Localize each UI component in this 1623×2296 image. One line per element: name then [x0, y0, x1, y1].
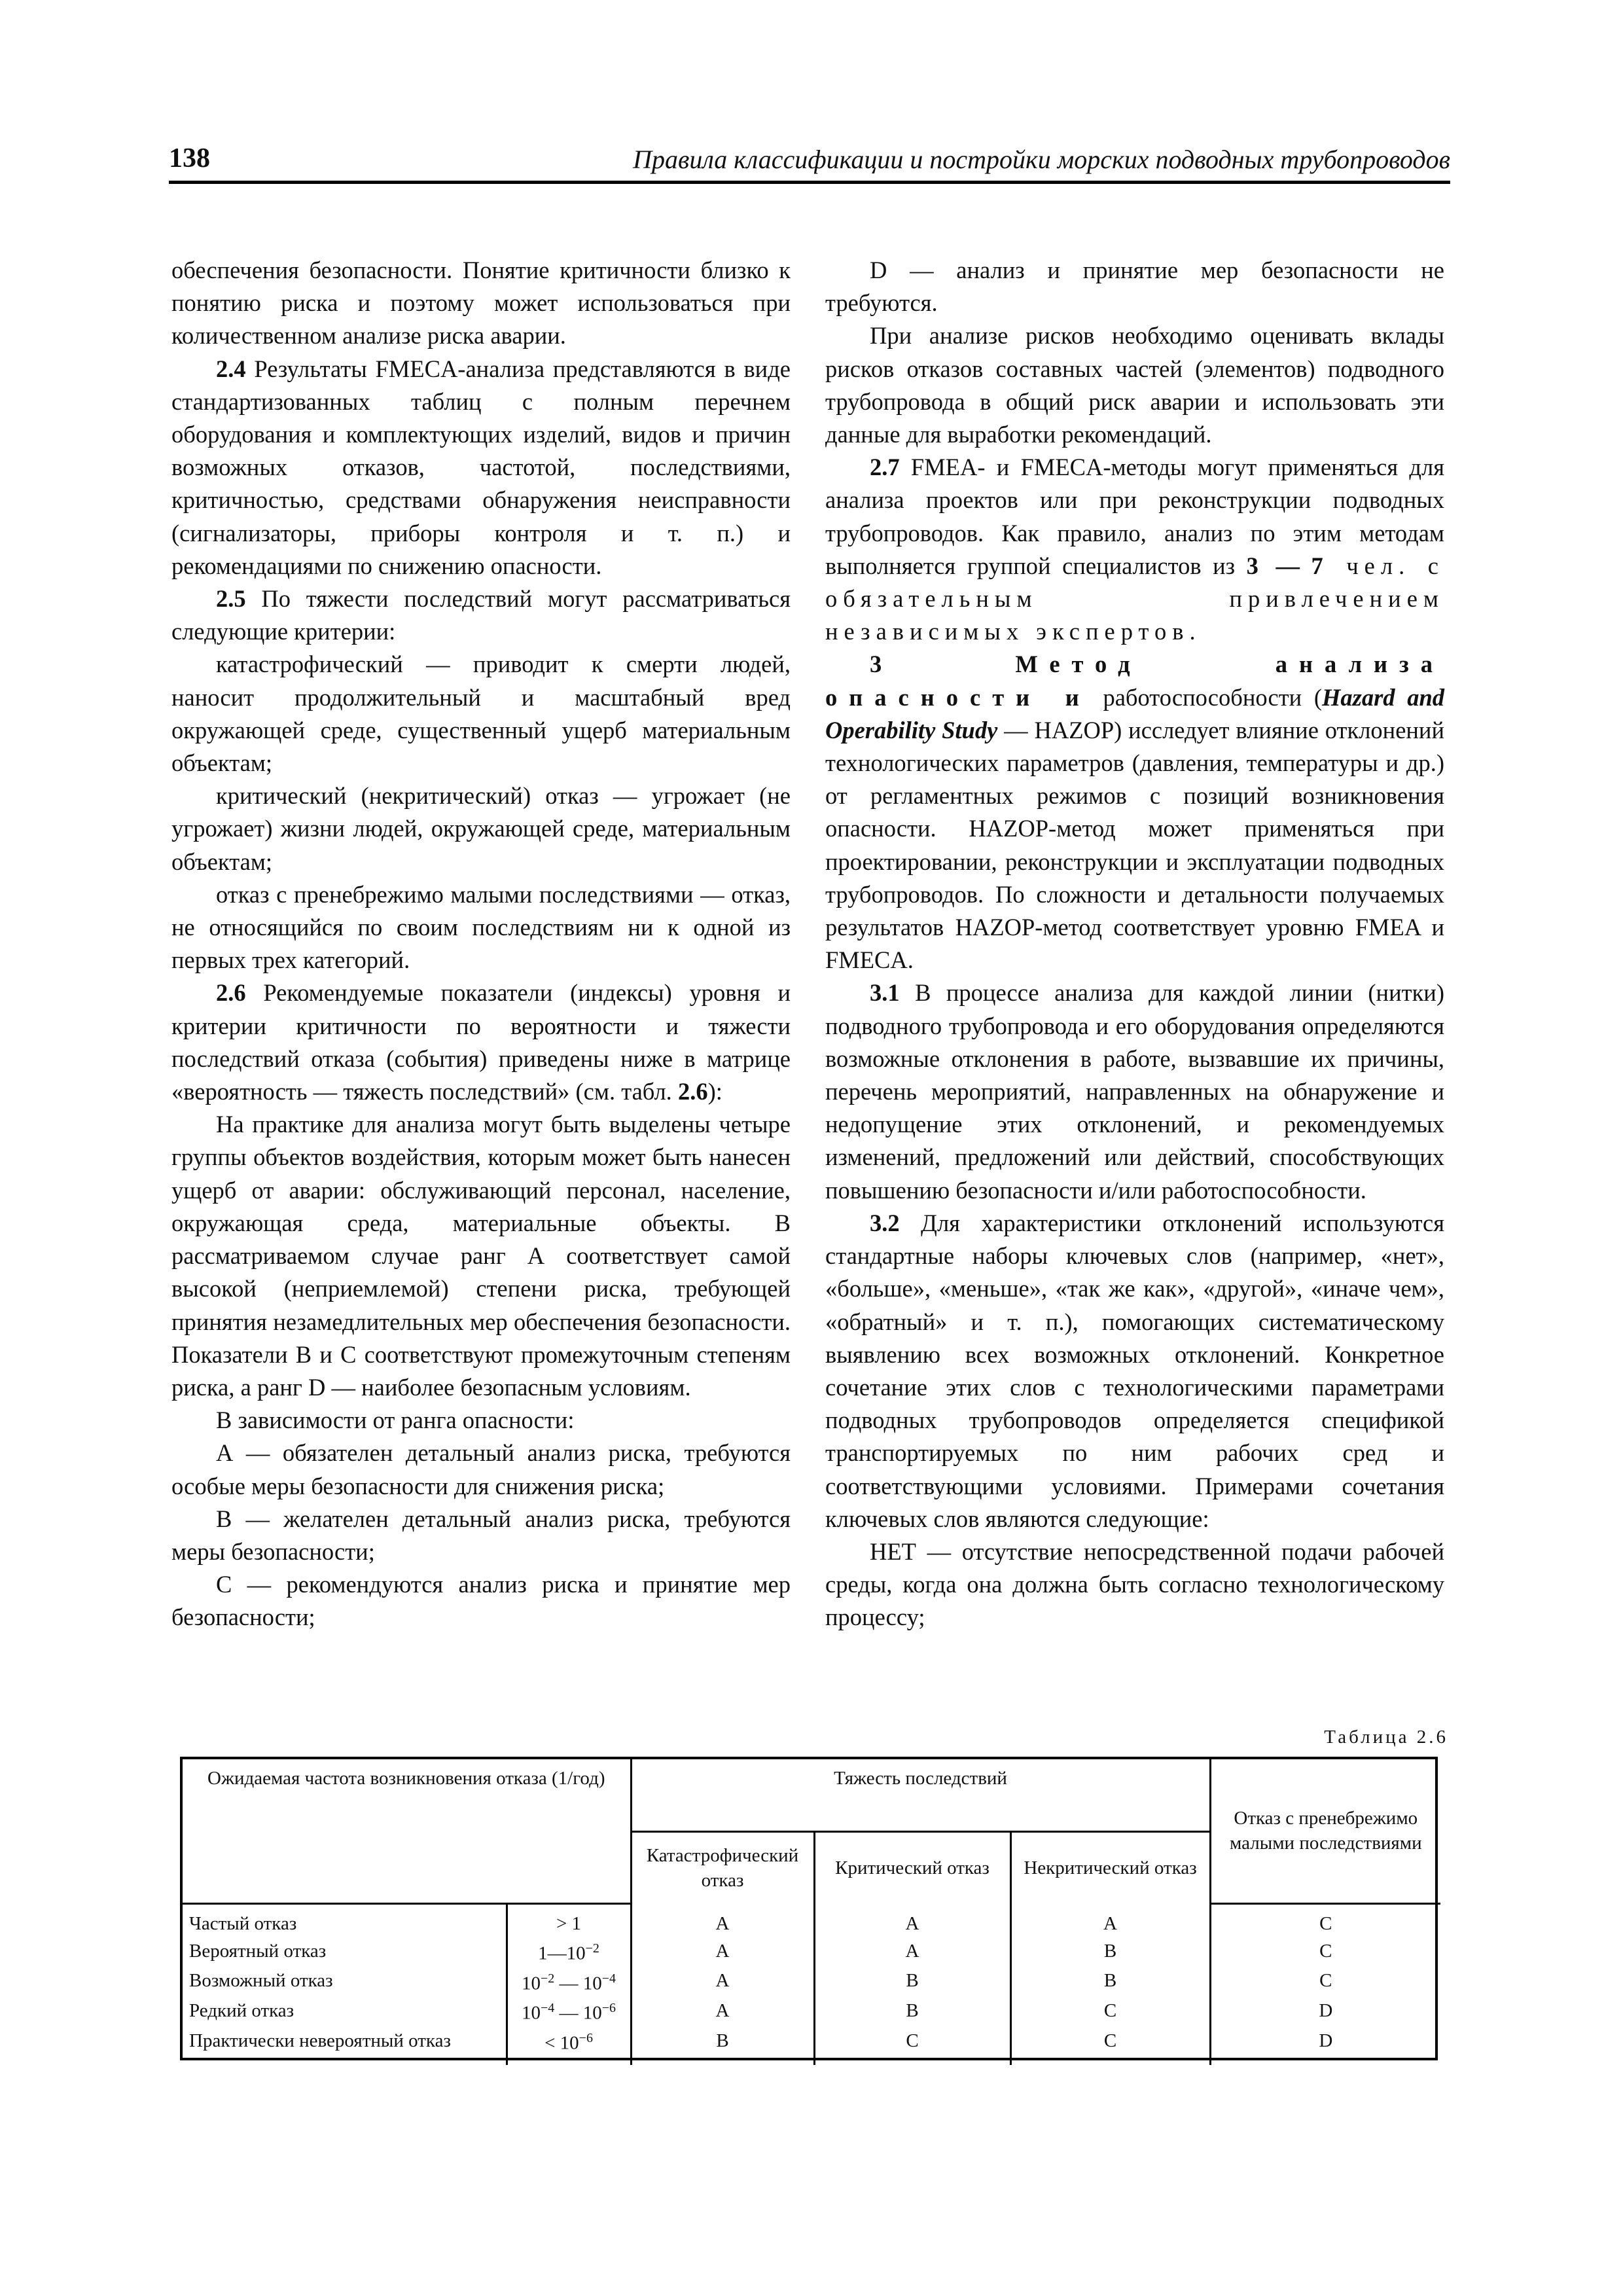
critical-header: Критический отказ	[814, 1831, 1010, 1903]
dash: —	[1264, 552, 1311, 579]
paragraph: В зависимости от ранга опасности:	[216, 1407, 575, 1434]
table-row	[183, 2026, 1440, 2056]
paragraph-text: работоспособности (	[1090, 683, 1322, 711]
frequency-value: $1—10^{-2}$	[507, 1936, 631, 1966]
table-cell: C	[814, 2026, 1010, 2056]
table-cell: B	[631, 2026, 814, 2056]
frequency-header: Ожидаемая частота возникновения отказа (1/год)	[183, 1759, 631, 1903]
paragraph: обеспечения безопасности. Понятие критичности близко к понятию риска и поэтому может использоваться при количественном анализе риска аварии.	[171, 257, 791, 350]
table-row	[183, 1966, 1440, 1996]
severity-header: Тяжесть последствий	[631, 1759, 1210, 1831]
group-size-min: 3	[1246, 552, 1264, 579]
paragraph	[171, 583, 791, 648]
paragraph: D — анализ и принятие мер безопасности не требуются.	[825, 257, 1444, 317]
frequency-value: > 1	[507, 1911, 631, 1936]
table-cell: C	[1010, 1996, 1210, 2026]
paragraph	[825, 1207, 1444, 1535]
paragraph-text: FMEA- и FMECA-методы могут применяться для анализа проектов или при реконструкции подводных трубопроводов. Как правило, анализ по этим методам выполняется группой специалистов из	[825, 454, 1444, 579]
row-label: Частый отказ	[183, 1911, 507, 1936]
row-label: Практически невероятный отказ	[183, 2026, 507, 2056]
table-caption: Таблица 2.6	[1324, 1727, 1448, 1748]
page-number: 138	[169, 143, 210, 173]
page-header	[169, 143, 1450, 184]
table-cell: B	[1010, 1936, 1210, 1966]
table-cell: C	[1319, 1913, 1332, 1934]
table-cell: A	[631, 1996, 814, 2026]
frequency-value: < $10^{-6}$	[507, 2026, 631, 2056]
catastrophic-header: Катастрофический отказ	[631, 1831, 814, 1903]
running-title: Правила классификации и постройки морских подводных трубопроводов	[633, 145, 1450, 174]
row-label: Редкий отказ	[183, 1996, 507, 2026]
paragraph-text: Рекомендуемые показатели (индексы) уровня и критерии критичности по вероятности и тяжести последствий отказа (события) приведены ниже в матрице «вероятность — тяжесть последствий» (см. табл.	[171, 979, 791, 1105]
paragraph: критический (некритический) отказ — угрожает (не угрожает) жизни людей, окружающей среде, материальным объектам;	[171, 782, 791, 875]
hazop-term: Hazard and Operability Study	[825, 683, 1444, 744]
table-cell: B	[814, 1966, 1010, 1996]
paragraph	[825, 977, 1444, 1206]
section-number: 2.5	[216, 585, 246, 613]
section-number: 2.6	[216, 979, 246, 1007]
section-number: 2.7	[870, 454, 900, 481]
paragraph-text: В процессе анализа для каждой линии (нитки) подводного трубопровода и его оборудования определяются возможные отклонения в работе, вызвавшие их причины, перечень мероприятий, направленных на обнаружение и недопущение этих отклонений, и рекомендуемых изменений, предложений или действий, способствующих повышению безопасности и/или работоспособности.	[825, 979, 1444, 1204]
paragraph	[171, 977, 791, 1108]
row-label: Возможный отказ	[183, 1966, 507, 1996]
section-number: 3.1	[870, 979, 900, 1007]
table-cell: A	[631, 1936, 814, 1966]
row-label: Вероятный отказ	[183, 1936, 507, 1966]
frequency-value: $10^{-2}$ — $10^{-4}$	[507, 1966, 631, 1996]
paragraph-text: — HAZOP) исследует влияние отклонений технологических параметров (давления, температуры и др.) от регламентных режимов с позиций возникновения опасности. HAZOP-метод может применяться при проектировании, реконструкции и эксплуатации подводных трубопроводов. По сложности и детальности получаемых результатов HAZOP-метод соответствует уровню FMEA и FMECA.	[825, 716, 1444, 974]
section-number: 3	[870, 651, 882, 678]
paragraph: На практике для анализа могут быть выделены четыре группы объектов воздействия, которым может быть нанесен ущерб от аварии: обслуживающий персонал, население, окружающая среда, материальные объекты. В рассматриваемом случае ранг А соответствует самой высокой (неприемлемой) степени риска, требующей принятия незамедлительных мер обеспечения безопасности. Показатели В и С соответствуют промежуточным степеням риска, а ранг D — наиболее безопасным условиям.	[171, 1111, 791, 1401]
paragraph: При анализе рисков необходимо оценивать вклады рисков отказов составных частей (элементов) подводного трубопровода в общий риск аварии и использовать эти данные для выработки рекомендаций.	[825, 322, 1444, 448]
risk-matrix-table	[180, 1757, 1438, 2060]
left-column	[171, 254, 791, 1634]
paragraph: катастрофический — приводит к смерти людей, наносит продолжительный и масштабный вред окружающей среде, существенный ущерб материальным объектам;	[171, 651, 791, 777]
paragraph	[171, 353, 791, 583]
section-number: 2.4	[216, 355, 246, 382]
section-number: 3.2	[870, 1209, 900, 1236]
table-cell: A	[814, 1911, 1010, 1936]
paragraph-text: ):	[707, 1078, 722, 1105]
table-cell: A	[631, 1911, 814, 1936]
paragraph	[825, 648, 1444, 977]
paragraph-text: По тяжести последствий могут рассматриваться следующие критерии:	[171, 585, 791, 645]
table-cell: D	[1319, 2030, 1333, 2051]
section-title: Метод анализа опасности и	[825, 651, 1444, 711]
table-reference: 2.6	[677, 1078, 708, 1105]
noncritical-header: Некритический отказ	[1010, 1831, 1210, 1903]
paragraph: отказ с пренебрежимо малыми последствиями — отказ, не относящийся по своим последствиям ни к одной из первых трех категорий.	[171, 880, 791, 974]
table-cell: C	[1319, 1940, 1332, 1962]
table-cell: A	[631, 1966, 814, 1996]
table-row	[183, 1936, 1440, 1966]
paragraph: С — рекомендуются анализ риска и принятие мер безопасности;	[171, 1571, 791, 1631]
paragraph-text: Для характеристики отклонений используются стандартные наборы ключевых слов (например, «нет», «больше», «меньше», «так же как», «другой», «иначе чем», «обратный» и т. п.), помогающих систематическому выявлению всех возможных отклонений. Конкретное сочетание этих слов с технологическими параметрами подводных трубопроводов определяется спецификой транспортируемых по ним рабочих сред и соответствующими условиями. Примерами сочетания ключевых слов являются следующие:	[825, 1209, 1444, 1532]
paragraph: А — обязателен детальный анализ риска, требуются особые меры безопасности для снижения риска;	[171, 1439, 791, 1499]
paragraph-text: Результаты FMECA-анализа представляются в виде стандартизованных таблиц с полным перечнем оборудования и комплектующих изделий, видов и причин возможных отказов, частотой, последствиями, критичностью, средствами обнаружения неисправности (сигнализаторы, приборы контроля и т. п.) и рекомендациями по снижению опасности.	[171, 355, 791, 579]
group-size-max: 7	[1311, 552, 1329, 579]
paragraph: В — желателен детальный анализ риска, требуются меры безопасности;	[171, 1505, 791, 1565]
table-cell: A	[814, 1936, 1010, 1966]
paragraph-text: чел. с обязательным привлечением независимых экспертов.	[825, 552, 1444, 645]
table-cell: B	[814, 1996, 1010, 2026]
table-row	[183, 1996, 1440, 2026]
table-cell: C	[1319, 1970, 1332, 1992]
table-cell: C	[1010, 2026, 1210, 2056]
table-cell: B	[1010, 1966, 1210, 1996]
paragraph: НЕТ — отсутствие непосредственной подачи рабочей среды, когда она должна быть согласно технологическому процессу;	[825, 1537, 1444, 1631]
table-row	[183, 1911, 1440, 1936]
frequency-value: $10^{-4}$ — $10^{-6}$	[507, 1996, 631, 2026]
negligible-header: Отказ с пренебрежимо малыми последствиями	[1210, 1759, 1440, 1903]
table-cell: A	[1010, 1911, 1210, 1936]
right-column	[825, 254, 1444, 1634]
table-cell: D	[1319, 2000, 1333, 2022]
paragraph	[825, 451, 1444, 648]
